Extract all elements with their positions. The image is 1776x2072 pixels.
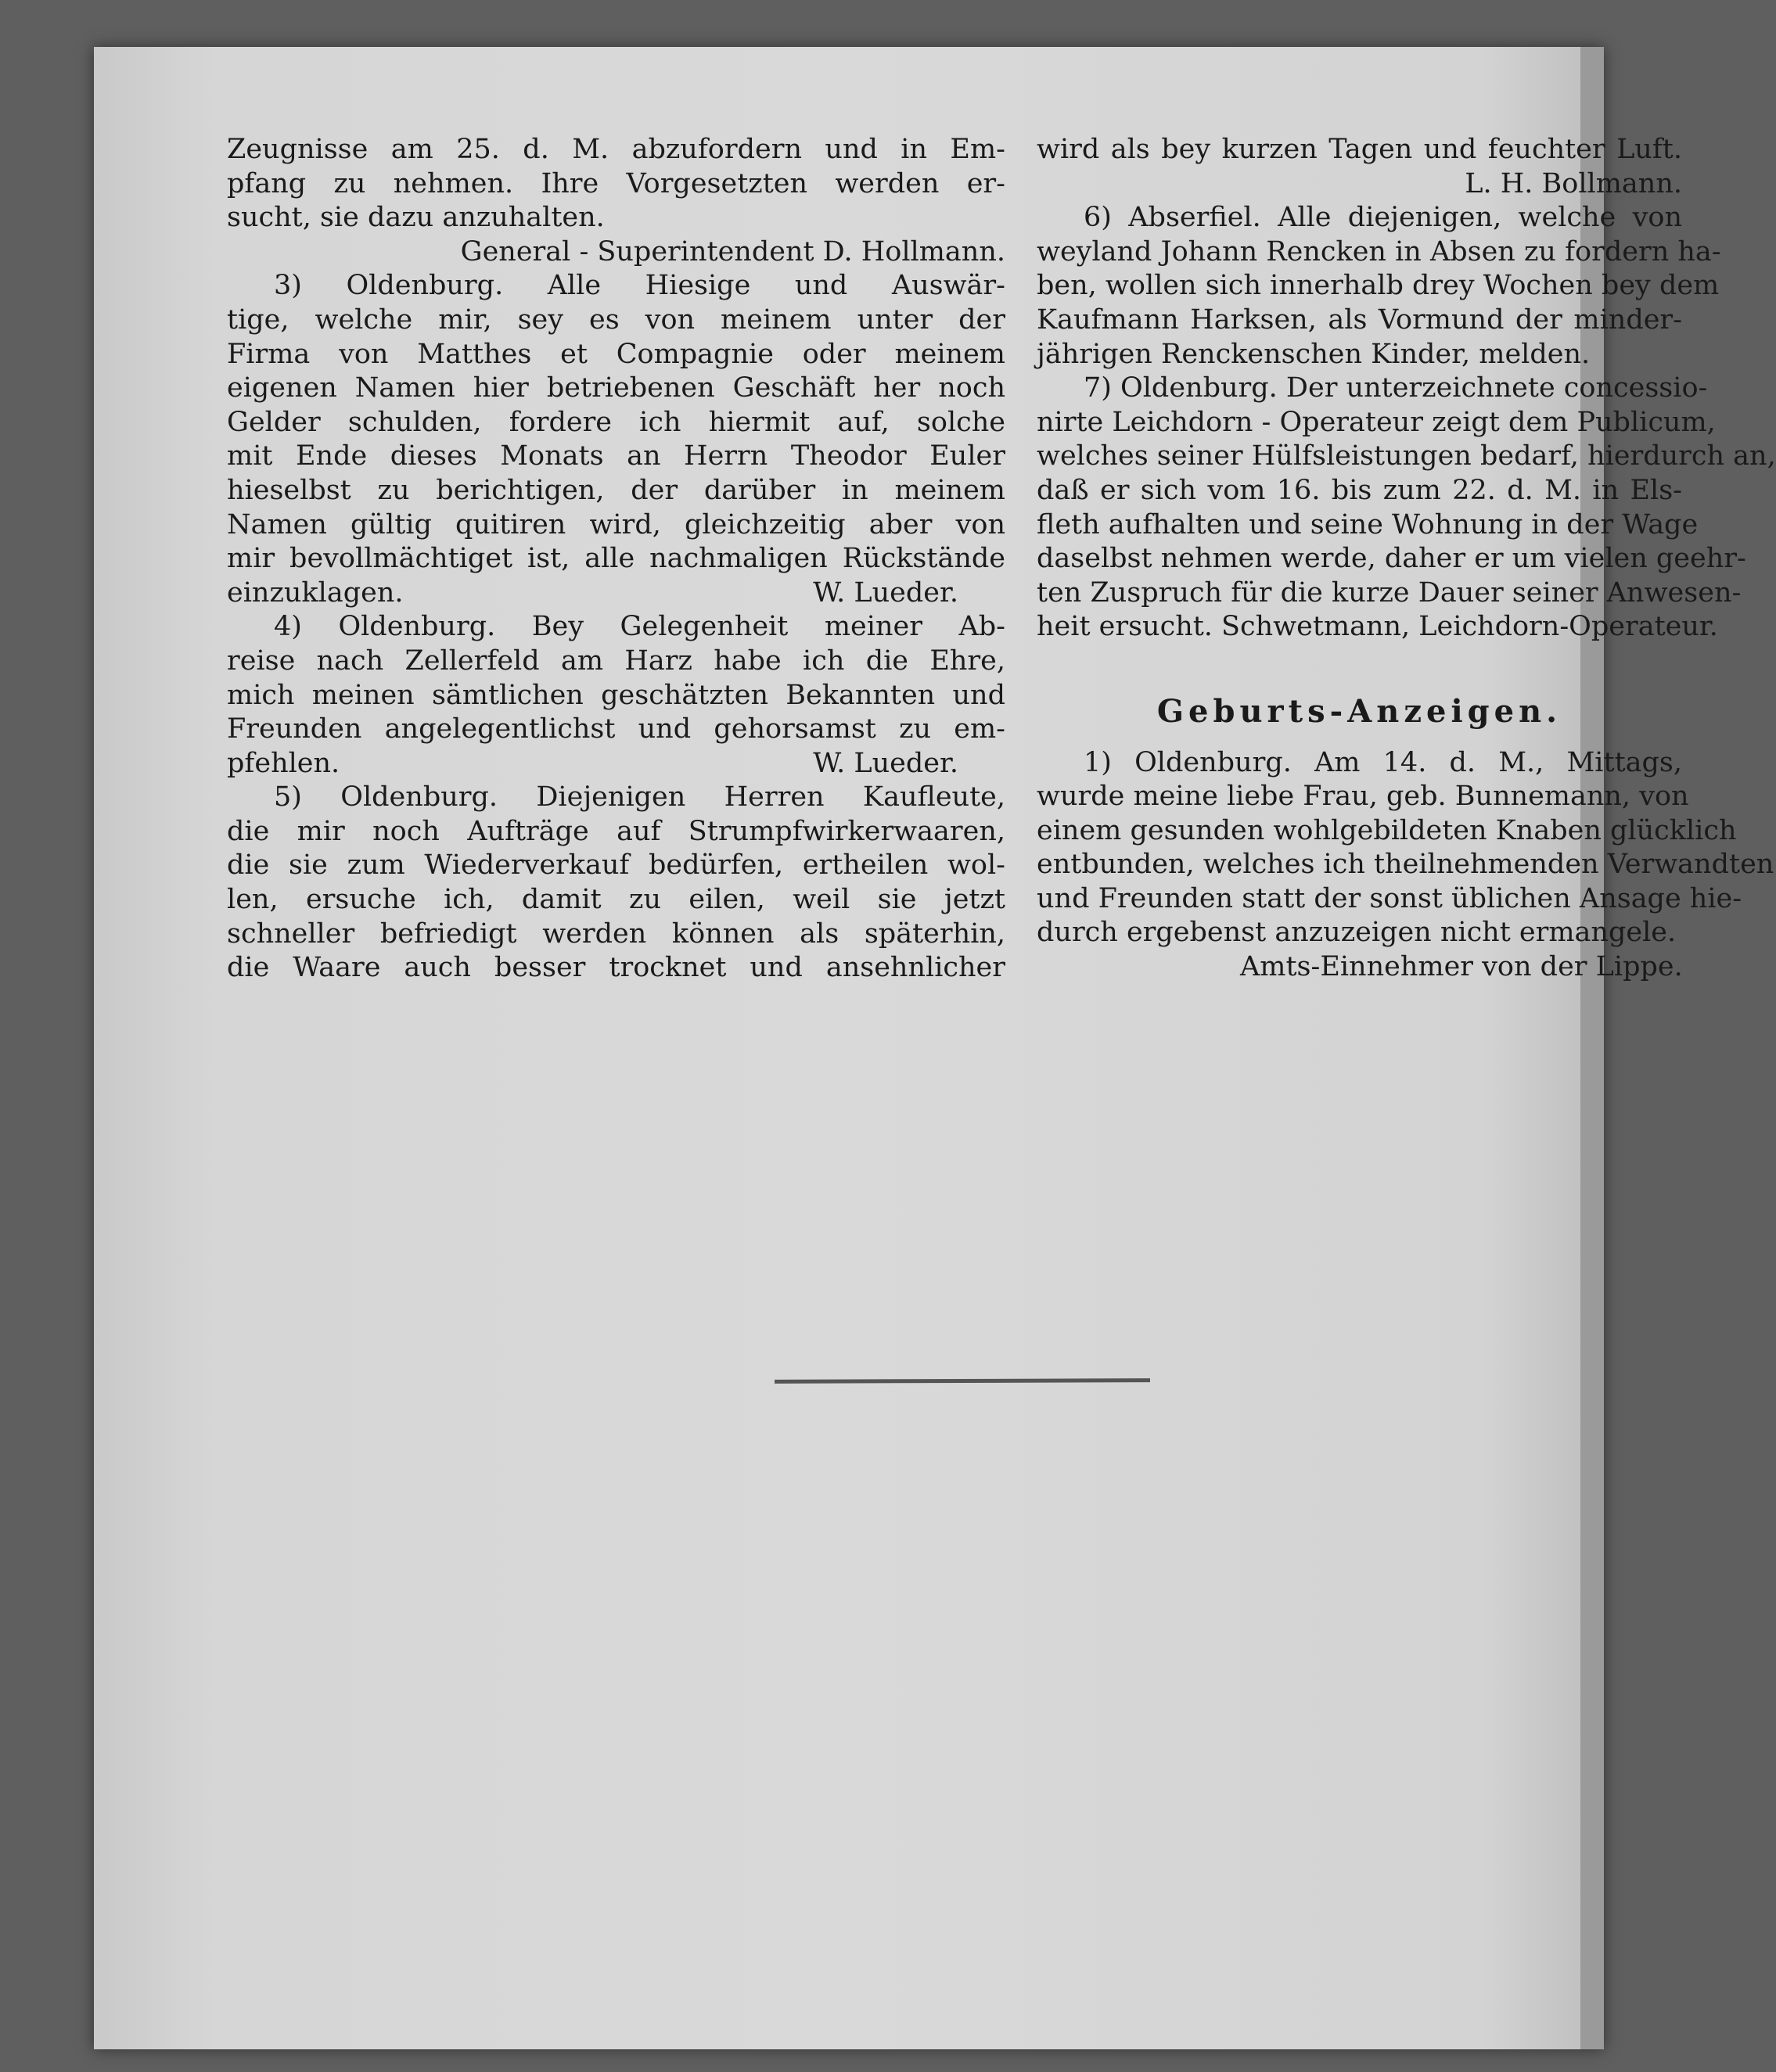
text-line: einem gesunden wohlgebildeten Knaben glücklich xyxy=(1037,814,1737,846)
notice-5-start: 5) Oldenburg. Diejenigen Herren Kaufleute, xyxy=(274,781,1005,813)
text-line: mit Ende dieses Monats an Herrn Theodor Euler xyxy=(227,440,1005,472)
text-line: die sie zum Wiederverkauf bedürfen, ertheilen wol- xyxy=(227,849,1005,882)
signature: Amts-Einnehmer von der Lippe. xyxy=(1240,951,1683,983)
notice-4-start: 4) Oldenburg. Bey Gelegenheit meiner Ab- xyxy=(274,611,1005,643)
text-line: die mir noch Aufträge auf Strumpfwirkerwaaren, xyxy=(227,815,1005,847)
notice-3-start: 3) Oldenburg. Alle Hiesige und Auswär- xyxy=(274,270,1005,302)
signature: W. Lueder. xyxy=(813,576,958,609)
birth-notice-1-start: 1) Oldenburg. Am 14. d. M., Mittags, xyxy=(1084,746,1682,778)
text-line: weyland Johann Rencken in Absen zu fordern ha- xyxy=(1037,235,1721,268)
section-divider xyxy=(775,1378,1150,1384)
text-line: nirte Leichdorn - Operateur zeigt dem Publicum, xyxy=(1037,406,1716,438)
text-fragment: einzuklagen. xyxy=(227,576,404,609)
text-line: Kaufmann Harksen, als Vormund der minder- xyxy=(1037,303,1682,336)
text-line: welches seiner Hülfsleistungen bedarf, hierdurch an, xyxy=(1037,440,1776,472)
text-line-with-signature xyxy=(227,747,1005,781)
text-line: sucht, sie dazu anzuhalten. xyxy=(227,202,605,234)
text-line: mich meinen sämtlichen geschätzten Bekannten und xyxy=(227,679,1005,711)
text-line: Gelder schulden, fordere ich hiermit auf, solche xyxy=(227,406,1005,438)
right-column xyxy=(1037,133,1776,985)
signature: L. H. Bollmann. xyxy=(1465,167,1682,199)
text-line: schneller befriedigt werden können als späterhin, xyxy=(227,917,1005,950)
text-fragment: pfehlen. xyxy=(227,747,340,779)
text-line: daß er sich vom 16. bis zum 22. d. M. in Els- xyxy=(1037,474,1682,506)
text-line: heit ersucht. Schwetmann, Leichdorn-Operateur. xyxy=(1037,611,1718,643)
text-line: wird als bey kurzen Tagen und feuchter Luft. xyxy=(1037,134,1682,165)
text-line-with-signature xyxy=(227,576,1005,611)
signature: W. Lueder. xyxy=(813,747,958,779)
text-line: mir bevollmächtiget ist, alle nachmaligen Rückstände xyxy=(227,543,1005,575)
newspaper-page xyxy=(94,47,1776,2049)
text-line: entbunden, welches ich theilnehmenden Verwandten xyxy=(1037,849,1774,881)
notice-7-start: 7) Oldenburg. Der unterzeichnete concessio- xyxy=(1084,372,1708,404)
text-line: fleth aufhalten und seine Wohnung in der Wage xyxy=(1037,508,1699,540)
text-line: pfang zu nehmen. Ihre Vorgesetzten werden er- xyxy=(227,167,1005,199)
text-line: ben, wollen sich innerhalb drey Wochen bey dem xyxy=(1037,270,1720,302)
text-line: Freunden angelegentlichst und gehorsamst zu em- xyxy=(227,713,1005,745)
text-line: hieselbst zu berichtigen, der darüber in meinem xyxy=(227,474,1005,506)
text-line: tige, welche mir, sey es von meinem unter der xyxy=(227,303,1005,336)
text-line: und Freunden statt der sonst üblichen Ansage hie- xyxy=(1037,882,1742,914)
text-line: len, ersuche ich, damit zu eilen, weil sie jetzt xyxy=(227,884,1005,916)
text-line: jährigen Renckenschen Kinder, melden. xyxy=(1037,338,1591,370)
text-line: die Waare auch besser trocknet und ansehnlicher xyxy=(227,952,1005,984)
text-line: ten Zuspruch für die kurze Dauer seiner Anwesen- xyxy=(1037,576,1742,609)
text-line: durch ergebenst anzuzeigen nicht ermangele. xyxy=(1037,917,1677,949)
signature: General - Superintendent D. Hollmann. xyxy=(460,235,1005,268)
text-line: reise nach Zellerfeld am Harz habe ich die Ehre, xyxy=(227,645,1005,677)
text-line: Namen gültig quitiren wird, gleichzeitig aber von xyxy=(227,508,1005,540)
notice-6-start: 6) Abserfiel. Alle diejenigen, welche von xyxy=(1084,202,1682,234)
text-line: Firma von Matthes et Compagnie oder meinem xyxy=(227,338,1005,370)
section-heading: Geburts-Anzeigen. xyxy=(1156,692,1562,730)
left-column xyxy=(227,133,1005,986)
text-line: eigenen Namen hier betriebenen Geschäft her noch xyxy=(227,372,1005,404)
text-line: Zeugnisse am 25. d. M. abzufordern und in Em- xyxy=(227,134,1005,165)
text-line: wurde meine liebe Frau, geb. Bunnemann, von xyxy=(1037,781,1689,813)
text-line: daselbst nehmen werde, daher er um vielen geehr- xyxy=(1037,543,1746,575)
